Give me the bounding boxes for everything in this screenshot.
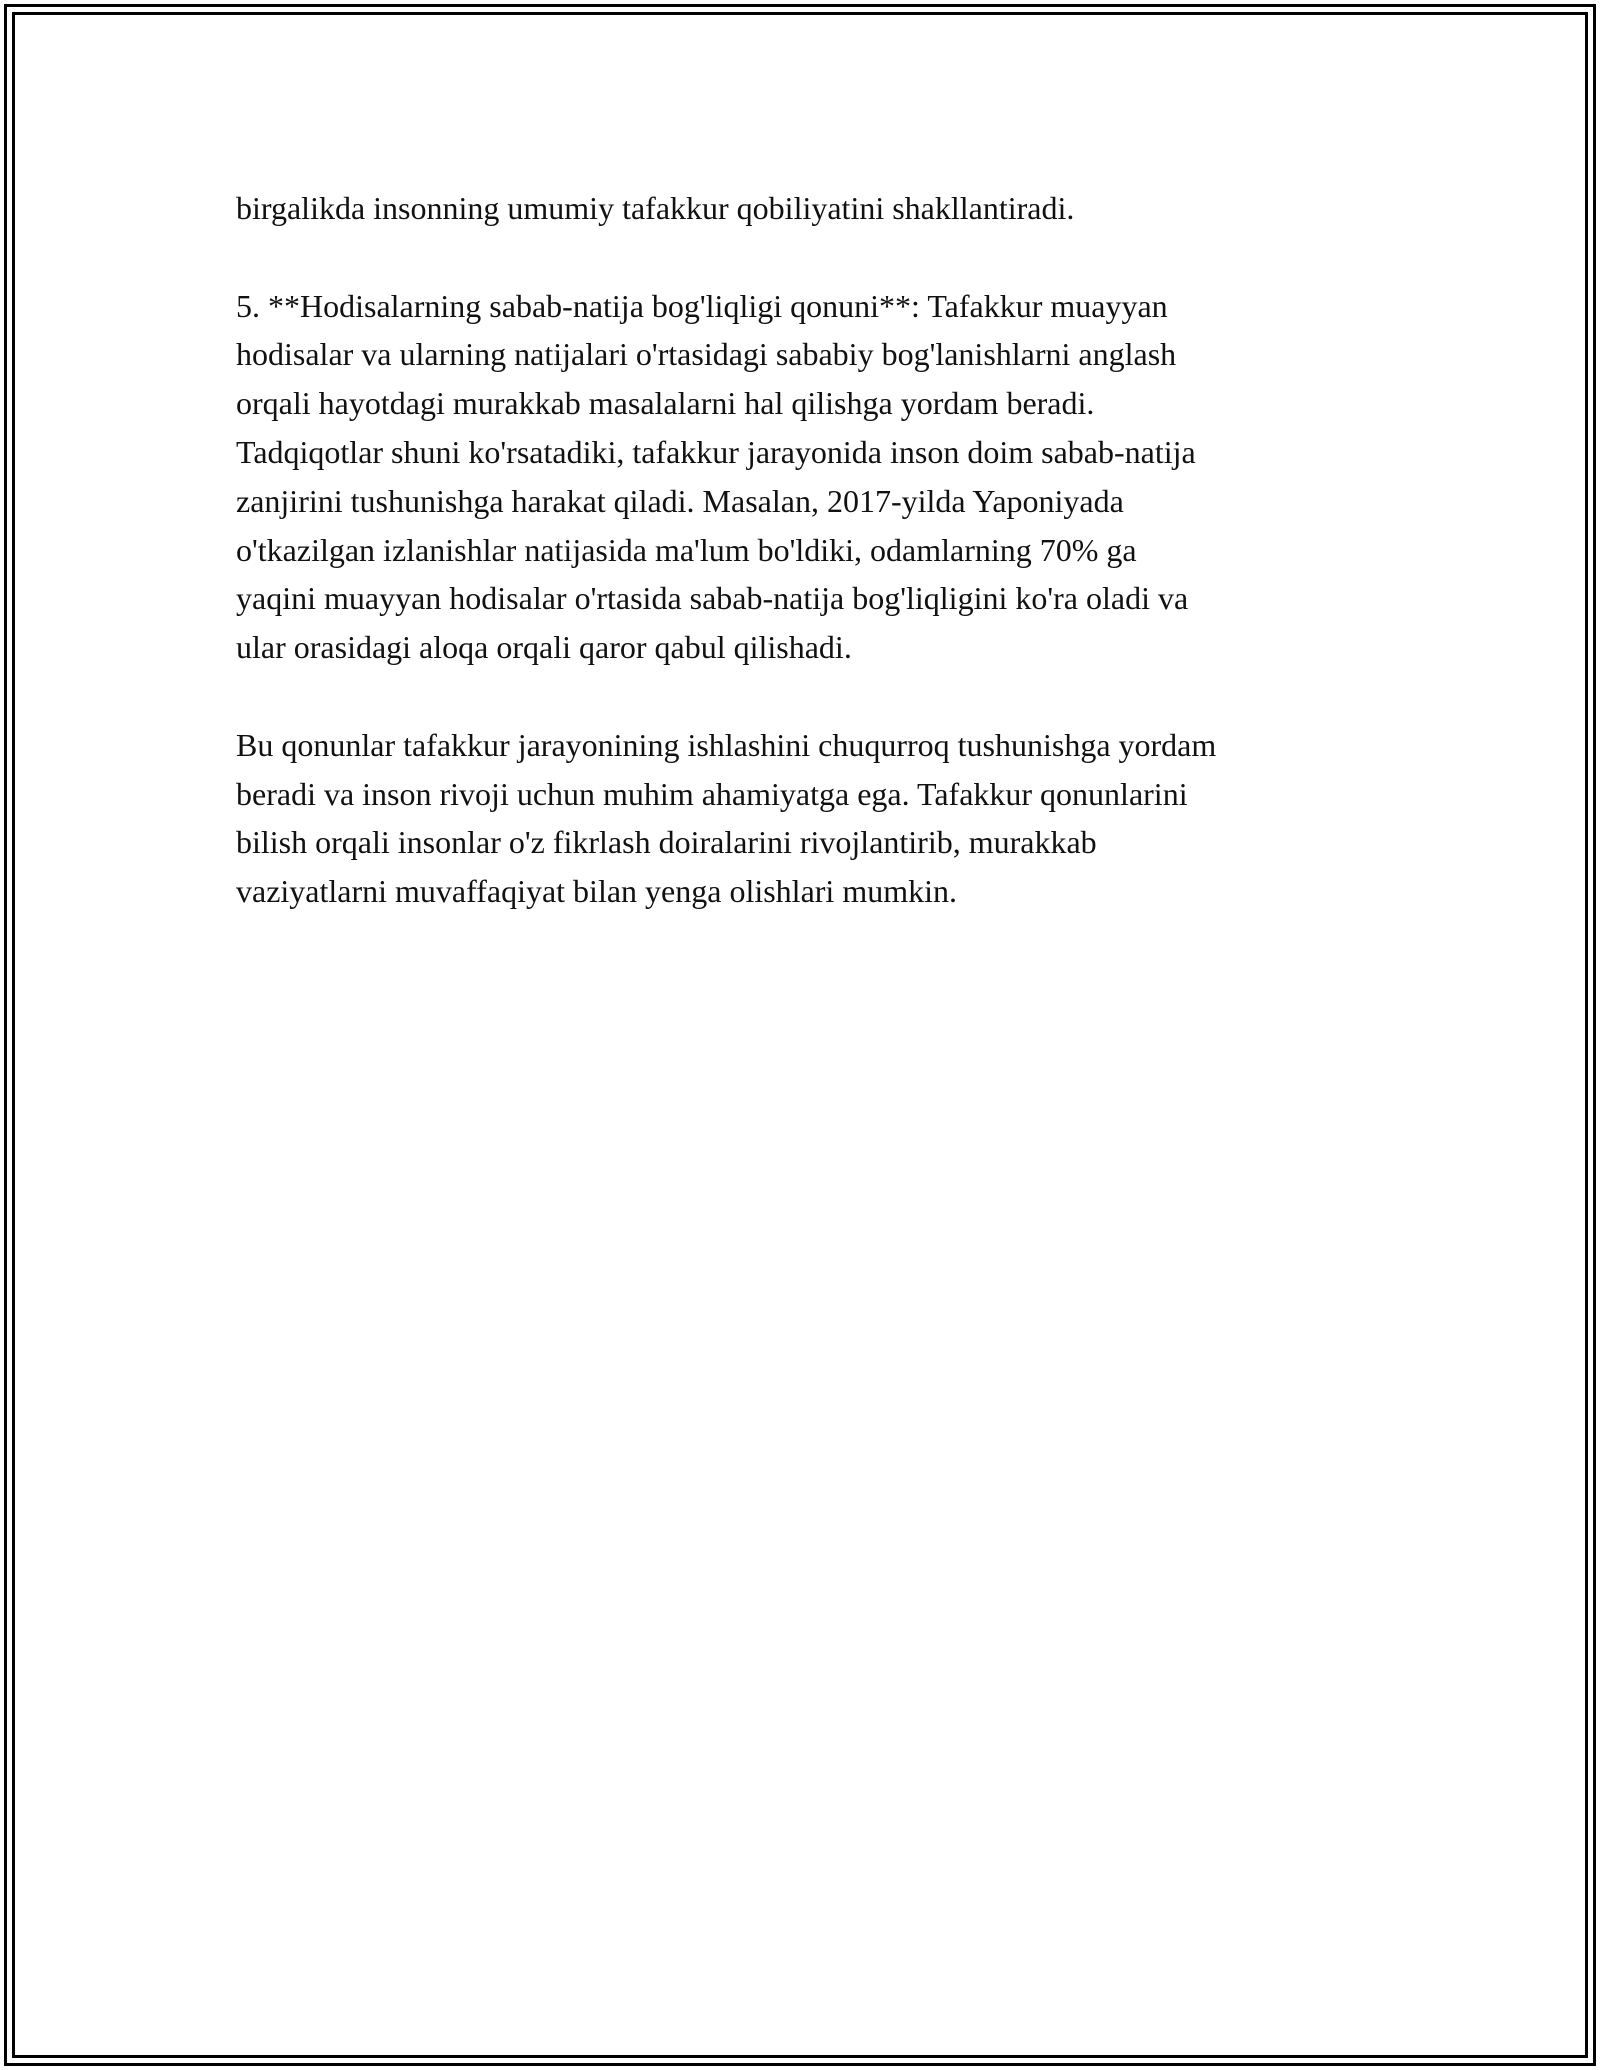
paragraph-law-5: 5. **Hodisalarning sabab-natija bog'liqligi qonuni**: Tafakkur muayyan hodisalar va ularning natijalari o'rtasidagi sababiy bog'lanishlarni anglash orqali hayotdagi murakkab masalalarni hal qilishga yordam beradi. Tadqiqotlar shuni ko'rsatadiki, tafakkur jarayonida inson doim sabab-natija zanjirini tushunishga harakat qiladi. Masalan, 2017-yilda Yaponiyada o'tkazilgan izlanishlar natijasida ma'lum bo'ldiki, odamlarning 70% ga yaqini muayyan hodisalar o'rtasida sabab-natija bog'liqligini ko'ra oladi va ular orasidagi aloqa orqali qaror qabul qilishadi. <box>236 287 1196 666</box>
document-body <box>236 184 1366 965</box>
paragraph-conclusion: Bu qonunlar tafakkur jarayonining ishlashini chuqurroq tushunishga yordam beradi va inson rivoji uchun muhim ahamiyatga ega. Tafakkur qonunlarini bilish orqali insonlar o'z fikrlash doiralarini rivojlantirib, murakkab vaziyatlarni muvaffaqiyat bilan yenga olishlari mumkin. <box>236 726 1217 910</box>
paragraph-continuation: birgalikda insonning umumiy tafakkur qobiliyatini shakllantiradi. <box>236 190 1075 226</box>
